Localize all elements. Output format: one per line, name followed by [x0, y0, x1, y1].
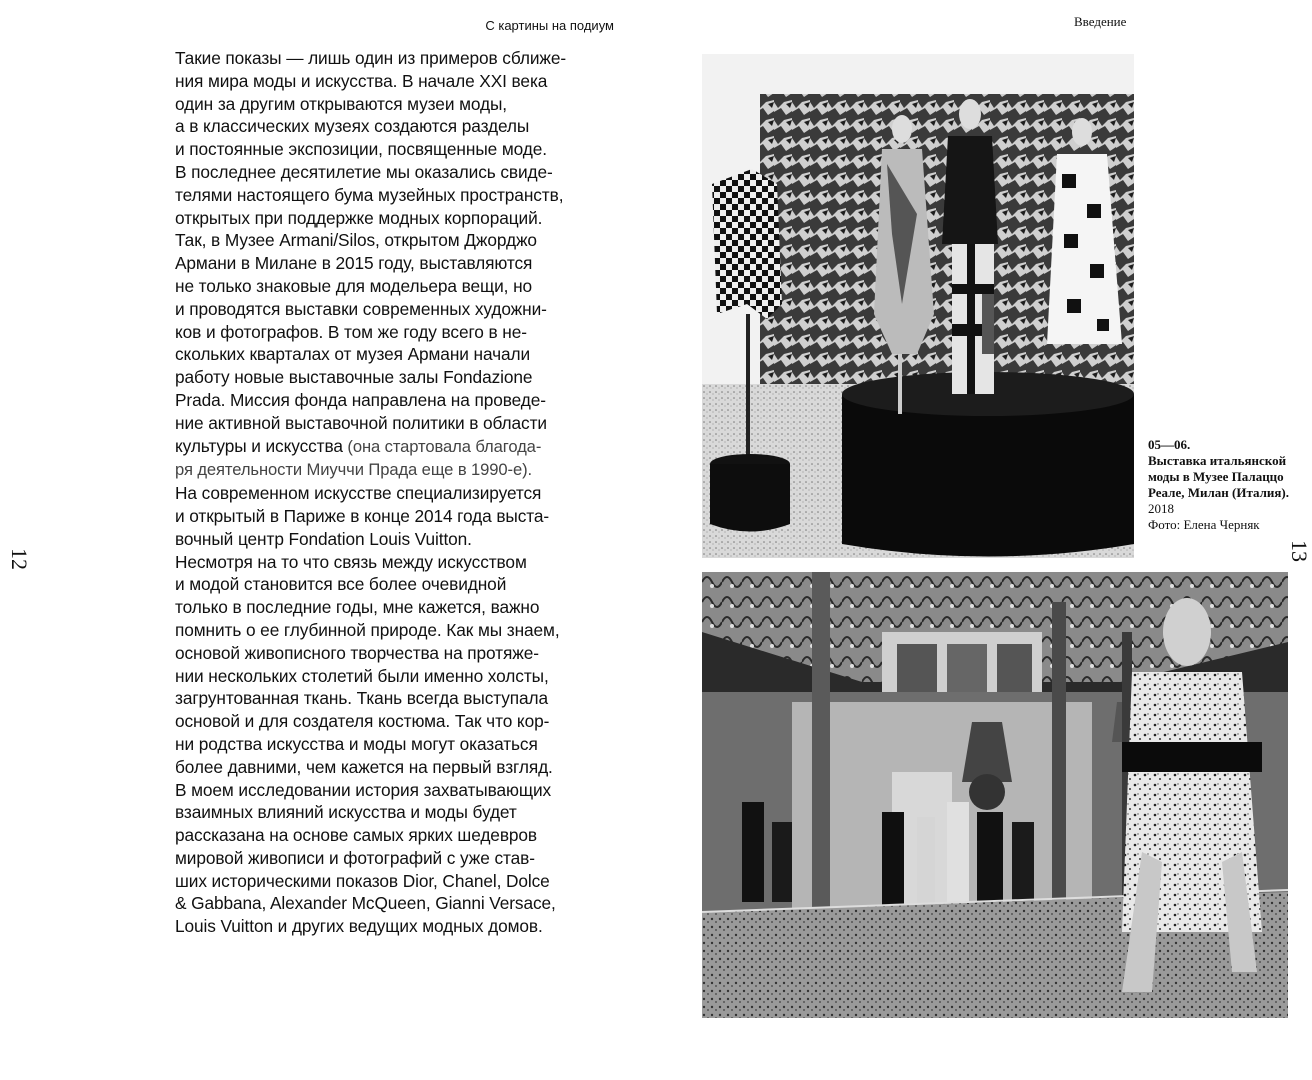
text-line: [175, 366, 615, 389]
text-line: [175, 70, 615, 93]
text-line-main: помнить о ее глубинной природе. Как мы знаем,: [175, 619, 560, 640]
text-line-main: основой и для создателя костюма. Так что кор-: [175, 711, 550, 732]
text-line-aside: (она стартовала благода-: [342, 436, 542, 456]
text-line-main: не только знаковые для модельера вещи, но: [175, 275, 533, 296]
text-line: [175, 482, 615, 505]
text-line: [175, 115, 615, 138]
text-line: [175, 229, 615, 252]
text-line: [175, 343, 615, 366]
exhibition-photo-mannequins: [702, 54, 1134, 558]
text-line: [175, 710, 615, 733]
text-line: [175, 619, 615, 642]
text-line-main: культуры и искусства: [175, 435, 343, 456]
text-line-main: В последнее десятилетие мы оказались свиде-: [175, 161, 553, 182]
text-line-main: более давними, чем кажется на первый взгляд.: [175, 756, 553, 777]
text-line: [175, 435, 615, 459]
text-line-main: только в последние годы, мне кажется, важно: [175, 597, 540, 618]
text-line-main: загрунтованная ткань. Ткань всегда выступала: [175, 688, 549, 709]
text-line: [175, 93, 615, 116]
right-page: [656, 0, 1312, 1080]
text-line-main: & Gabbana, Alexander McQueen, Gianni Versace,: [175, 893, 556, 914]
text-line: [175, 275, 615, 298]
text-line-main: и проводятся выставки современных художни-: [175, 298, 547, 319]
caption-title: Выставка итальянской моды в Музее Палаццо Реале, Милан (Италия).: [1148, 453, 1290, 500]
body-text: [175, 47, 615, 938]
text-line-main: работу новые выставочные залы Fondazione: [175, 367, 533, 388]
running-head-right: Введение: [1074, 14, 1127, 29]
text-line-main: ни родства искусства и моды могут оказаться: [175, 733, 538, 754]
text-line-main: и постоянные экспозиции, посвященные моде.: [175, 139, 547, 160]
text-line-main: нии нескольких столетий были именно холсты,: [175, 665, 549, 686]
text-line-main: а в классических музеях создаются разделы: [175, 116, 530, 137]
text-line-main: Prada. Миссия фонда направлена на проведе-: [175, 389, 546, 410]
text-line: [175, 847, 615, 870]
text-line-main: скольких кварталах от музея Армани начали: [175, 344, 531, 365]
text-line-main: ние активной выставочной политики в области: [175, 412, 547, 433]
text-line-main: телями настоящего бума музейных пространств,: [175, 184, 564, 205]
text-line: [175, 298, 615, 321]
text-line-main: В моем исследовании история захватывающих: [175, 779, 552, 800]
exhibition-photo-palazzo-hall-drawing: [702, 572, 1288, 1018]
text-line: [175, 252, 615, 275]
text-line-main: ших историческими показов Dior, Chanel, Dolce: [175, 870, 550, 891]
text-line: [175, 779, 615, 802]
text-line: [175, 184, 615, 207]
text-line-main: и открытый в Париже в конце 2014 года выста-: [175, 505, 550, 526]
text-line-main: основой живописного творчества на протяже-: [175, 642, 539, 663]
text-line: [175, 733, 615, 756]
exhibition-photo-palazzo-hall: [702, 572, 1288, 1018]
text-line: [175, 870, 615, 893]
text-line-main: ков и фотографов. В том же году всего в не-: [175, 321, 527, 342]
text-line: [175, 915, 615, 938]
page-number-left: 12: [7, 548, 32, 570]
caption-year: 2018: [1148, 501, 1174, 516]
text-line: [175, 161, 615, 184]
text-line: [175, 665, 615, 688]
text-line-main: вочный центр Fondation Louis Vuitton.: [175, 528, 472, 549]
text-line-aside: ря деятельности Миуччи Прада еще в 1990-е).: [175, 460, 533, 480]
text-line-main: Louis Vuitton и других ведущих модных домов.: [175, 916, 543, 937]
page-number-right: 13: [1287, 540, 1312, 562]
text-line: [175, 321, 615, 344]
text-line-main: открытых при поддержке модных корпораций.: [175, 207, 543, 228]
text-line: [175, 138, 615, 161]
text-line: [175, 596, 615, 619]
photo-caption: [1148, 437, 1308, 533]
text-line-main: ния мира моды и искусства. В начале XXI века: [175, 70, 548, 91]
text-line: [175, 687, 615, 710]
text-line-main: рассказана на основе самых ярких шедевров: [175, 825, 538, 846]
text-line: [175, 47, 615, 70]
text-line: [175, 551, 615, 574]
text-line-main: взаимных влияний искусства и моды будет: [175, 802, 517, 823]
text-line-main: мировой живописи и фотографий с уже став-: [175, 847, 535, 868]
text-line: [175, 573, 615, 596]
text-line: [175, 528, 615, 551]
text-line-main: и модой становится все более очевидной: [175, 574, 507, 595]
text-line: [175, 207, 615, 230]
text-line: [175, 756, 615, 779]
exhibition-photo-mannequins-drawing: [702, 54, 1134, 558]
text-line-main: Такие показы — лишь один из примеров сближе-: [175, 48, 567, 68]
caption-credit: Фото: Елена Черняк: [1148, 517, 1260, 532]
text-line: [175, 458, 615, 482]
text-line: [175, 892, 615, 915]
text-line-main: На современном искусстве специализируется: [175, 483, 542, 504]
text-line-main: Несмотря на то что связь между искусством: [175, 551, 527, 572]
caption-number: 05—06.: [1148, 437, 1191, 452]
text-line-main: Армани в Милане в 2015 году, выставляются: [175, 253, 533, 274]
text-line-main: один за другим открываются музеи моды,: [175, 93, 507, 114]
text-line: [175, 801, 615, 824]
text-line: [175, 389, 615, 412]
running-head-left: С картины на подиум: [485, 18, 614, 33]
text-line: [175, 824, 615, 847]
text-line: [175, 412, 615, 435]
text-line-main: Так, в Музее Armani/Silos, открытом Джорджо: [175, 230, 537, 251]
text-line: [175, 642, 615, 665]
text-line: [175, 505, 615, 528]
